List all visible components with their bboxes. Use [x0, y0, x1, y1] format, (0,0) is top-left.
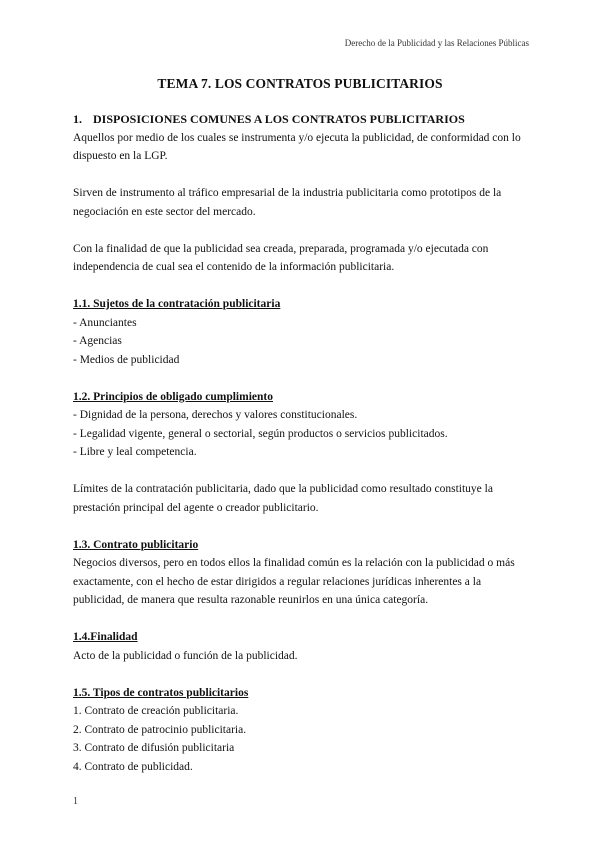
paragraph: Límites de la contratación publicitaria, dado que la publicidad como resultado constituye la prestación principal del agente o creador publicitario.: [73, 483, 493, 514]
subsection-heading-1-2: 1.2. Principios de obligado cumplimiento: [73, 390, 273, 403]
list-item: - Anunciantes: [73, 316, 137, 329]
running-header: Derecho de la Publicidad y las Relaciones Públicas: [344, 38, 529, 48]
section-heading-text: DISPOSICIONES COMUNES A LOS CONTRATOS PUBLICITARIOS: [93, 112, 465, 126]
paragraph: Acto de la publicidad o función de la publicidad.: [73, 649, 298, 662]
paragraph: Sirven de instrumento al tráfico empresarial de la industria publicitaria como prototipos de la negociación en este sector del mercado.: [73, 187, 502, 218]
section-number: 1.: [73, 112, 82, 126]
page-title: TEMA 7. LOS CONTRATOS PUBLICITARIOS: [157, 76, 443, 91]
list-item: 1. Contrato de creación publicitaria.: [73, 705, 239, 717]
subsection-heading-1-4: 1.4.Finalidad: [73, 631, 138, 643]
subsection-heading-1-1: 1.1. Sujetos de la contratación publicitaria: [73, 298, 281, 310]
page-number: 1: [73, 796, 78, 807]
subsection-heading-1-5: 1.5. Tipos de contratos publicitarios: [73, 686, 249, 699]
paragraph: Aquellos por medio de los cuales se instrumenta y/o ejecuta la publicidad, de conformidad con lo dispuesto en la LGP.: [73, 131, 521, 162]
paragraph: Con la finalidad de que la publicidad sea creada, preparada, programada y/o ejecutada con independencia de cual sea el contenido de la información publicitaria.: [73, 242, 489, 273]
list-item: 3. Contrato de difusión publicitaria: [73, 742, 235, 754]
section-heading-1: [73, 110, 535, 129]
list-item: - Agencias: [73, 335, 122, 347]
list-item: - Libre y leal competencia.: [73, 446, 197, 458]
list-item: 4. Contrato de publicidad.: [73, 760, 193, 773]
paragraph: Negocios diversos, pero en todos ellos la finalidad común es la relación con la publicidad o más exactamente, con el hecho de estar dirigidos a regular relaciones jurídicas inherentes a la publicidad, de manera que resulta razonable reunirlos en una única categoría.: [73, 557, 515, 606]
list-item: - Legalidad vigente, general o sectorial, según productos o servicios publicitados.: [73, 427, 448, 440]
list-item: - Dignidad de la persona, derechos y valores constitucionales.: [73, 409, 358, 421]
list-item: 2. Contrato de patrocinio publicitaria.: [73, 723, 247, 736]
list-item: - Medios de publicidad: [73, 353, 180, 366]
subsection-heading-1-3: 1.3. Contrato publicitario: [73, 538, 199, 551]
document-body: [73, 110, 535, 776]
